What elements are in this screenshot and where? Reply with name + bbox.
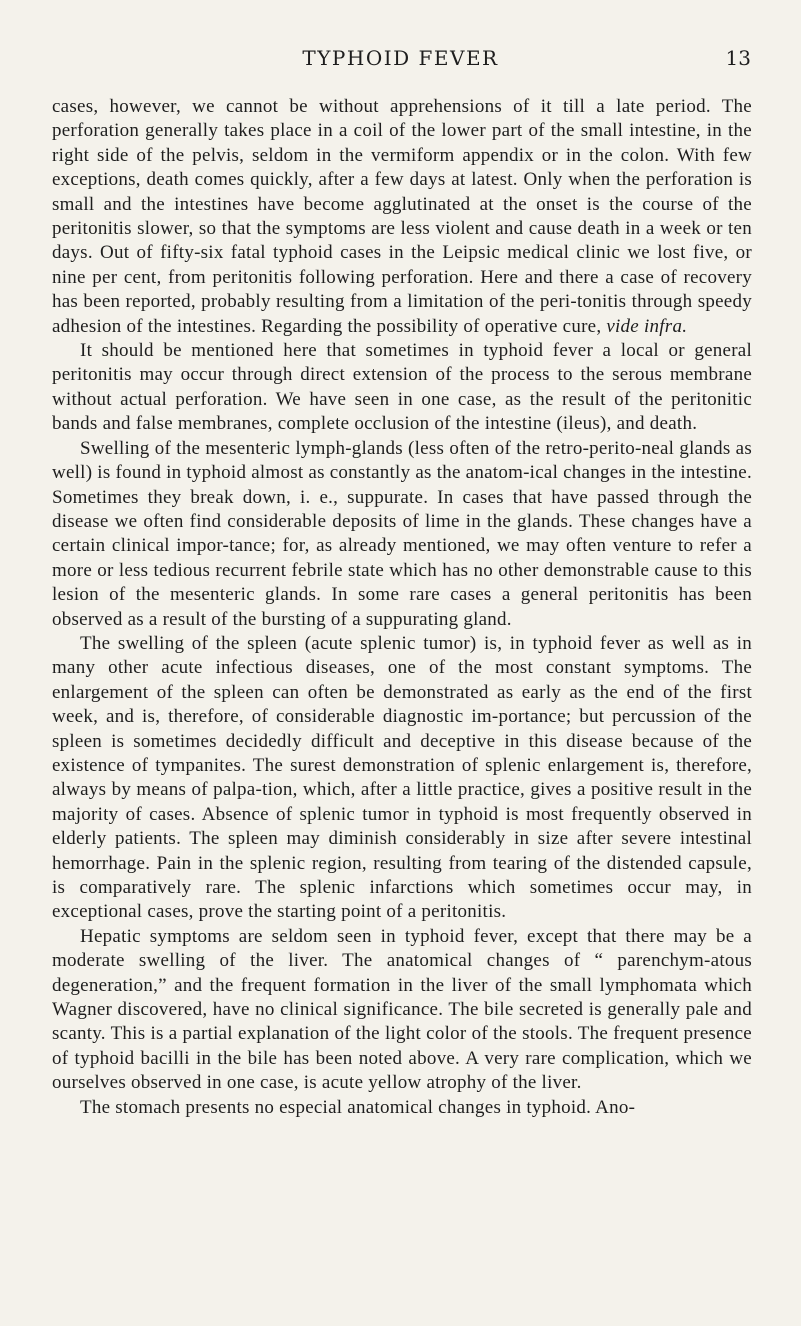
page-number: 13 bbox=[725, 46, 751, 70]
page-header bbox=[0, 42, 801, 78]
paragraph-text: cases, however, we cannot be without apprehensions of it till a late period. The perforation generally takes place in a coil of the lower part of the small intestine, in the right side of the pelvis, seldom in the vermiform appendix or in the colon. With few exceptions, death comes quickly, after a few days at latest. Only when the perforation is small and the intestines have become agglutinated at the onset is the course of the peritonitis slower, so that the symptoms are less violent and cause death in a week or ten days. Out of fifty-six fatal typhoid cases in the Leipsic medical clinic we lost five, or nine per cent, from peritonitis following perforation. Here and there a case of recovery has been reported, probably resulting from a limitation of the peri-tonitis through speedy adhesion of the intestines. Regarding the possibility of operative cure, bbox=[52, 96, 752, 337]
paragraph-mesenteric-glands: Swelling of the mesenteric lymph-glands (less often of the retro-perito-neal glands as well) is found in typhoid almost as constantly as the anatom-ical changes in the intestine. Sometimes they break down, i. e., suppurate. In cases that have passed through the disease we often find considerable deposits of lime in the glands. These changes have a certain clinical impor-tance; for, as already mentioned, we may often venture to refer a more or less tedious recurrent febrile state which has no other demonstrable cause to this lesion of the mesenteric glands. In some rare cases a general peritonitis has been observed as a result of the bursting of a suppurating gland. bbox=[52, 437, 752, 630]
paragraph-spleen: The swelling of the spleen (acute splenic tumor) is, in typhoid fever as well as in many other acute infectious diseases, one of the most constant symptoms. The enlargement of the spleen can often be demonstrated as early as the end of the first week, and is, therefore, of considerable diagnostic im-portance; but percussion of the spleen is sometimes decidedly difficult and deceptive in this disease because of the existence of tympanites. The surest demonstration of splenic enlargement is, therefore, always by means of palpa-tion, which, after a little practice, gives a positive result in the majority of cases. Absence of splenic tumor in typhoid is most frequently observed in elderly patients. The spleen may diminish considerably in size after severe intestinal hemorrhage. Pain in the splenic region, resulting from tearing of the distended capsule, is comparatively rare. The splenic infarctions which sometimes occur may, in exceptional cases, prove the starting point of a peritonitis. bbox=[52, 632, 752, 923]
paragraph-hepatic: Hepatic symptoms are seldom seen in typhoid fever, except that there may be a moderate swelling of the liver. The anatomical changes of “ parenchym-atous degeneration,” and the frequent formation in the liver of the small lymphomata which Wagner discovered, have no clinical significance. The bile secreted is generally pale and scanty. This is a partial explanation of the light color of the stools. The frequent presence of typhoid bacilli in the bile has been noted above. A very rare complication, which we ourselves observed in one case, is acute yellow atrophy of the liver. bbox=[52, 925, 752, 1094]
body-text bbox=[52, 95, 752, 1120]
running-title: TYPHOID FEVER bbox=[302, 46, 499, 70]
paragraph-stomach: The stomach presents no especial anatomical changes in typhoid. Ano- bbox=[80, 1096, 636, 1118]
paragraph-perforation bbox=[52, 95, 752, 339]
paragraph-peritonitis: It should be mentioned here that sometimes in typhoid fever a local or general peritonitis may occur through direct extension of the process to the serous membrane without actual perforation. We have seen in one case, as the result of the peritonitic bands and false membranes, complete occlusion of the intestine (ileus), and death. bbox=[52, 340, 752, 435]
italic-reference: vide infra. bbox=[606, 315, 688, 337]
